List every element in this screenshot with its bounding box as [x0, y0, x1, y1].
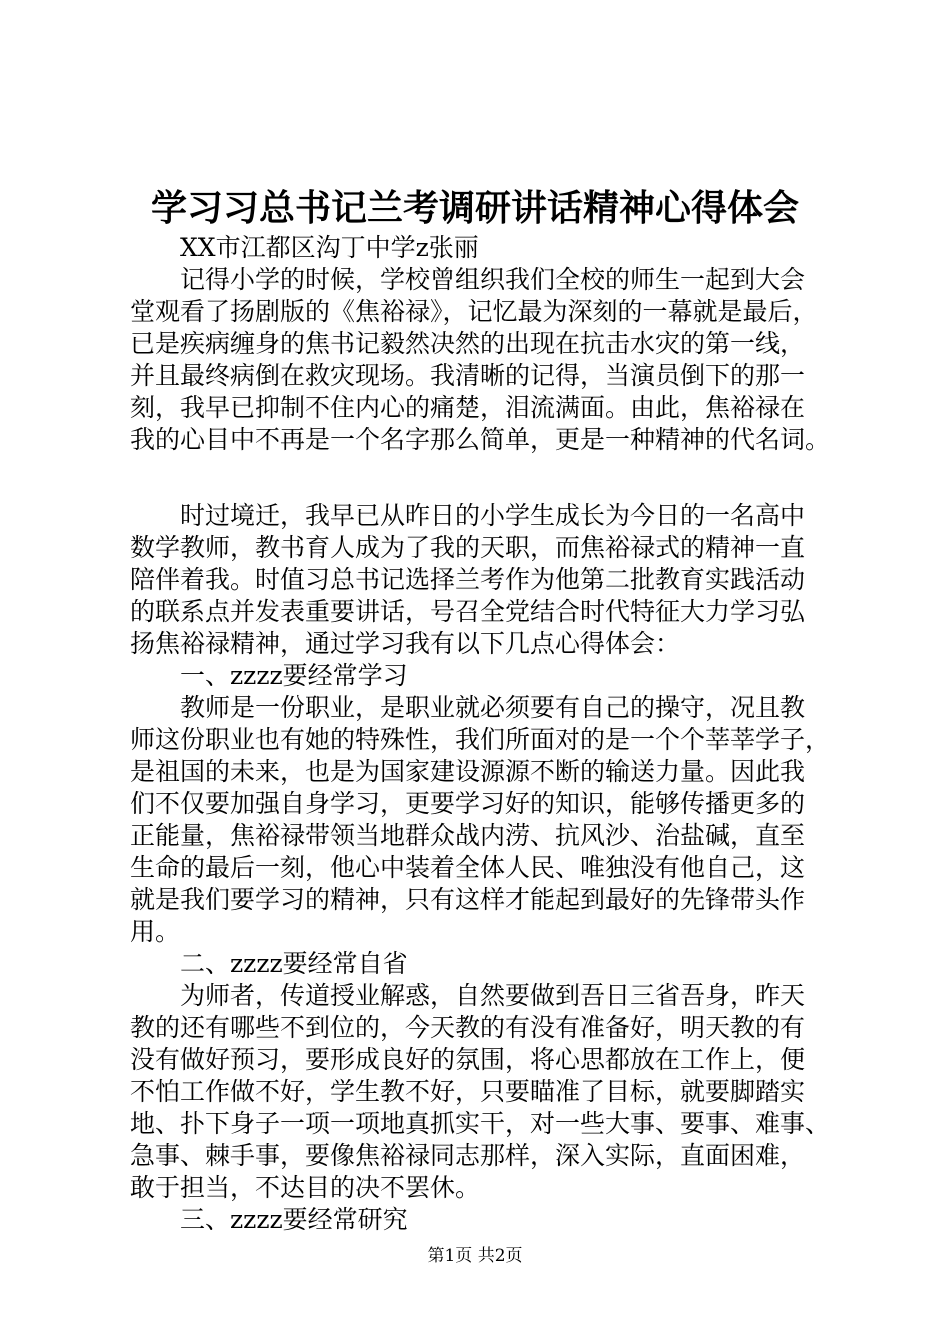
paragraph-line: 地、扑下身子一项一项地真抓实干，对一些大事、要事、难事、 — [130, 1109, 831, 1138]
paragraph-line: 陪伴着我。时值习总书记选择兰考作为他第二批教育实践活动 — [130, 565, 806, 594]
paragraph-line: 刻，我早已抑制不住内心的痛楚，泪流满面。由此，焦裕禄在 — [130, 393, 806, 422]
paragraph-gap — [130, 456, 850, 500]
author-line: XX市江都区沟丁中学z张丽 — [180, 233, 479, 262]
paragraph-line: 正能量，焦裕禄带领当地群众战内涝、抗风沙、治盐碱，直至 — [130, 821, 806, 850]
paragraph-line: 教的还有哪些不到位的，今天教的有没有准备好，明天教的有 — [130, 1013, 806, 1042]
paragraph-line: 用。 — [130, 917, 181, 946]
document-title: 学习习总书记兰考调研讲话精神心得体会 — [150, 187, 799, 229]
paragraph-line: 们不仅要加强自身学习，更要学习好的知识，能够传播更多的 — [130, 789, 806, 818]
paragraph-line: 堂观看了扬剧版的《焦裕禄》，记忆最为深刻的一幕就是最后， — [130, 297, 818, 326]
paragraph-line: 我的心目中不再是一个名字那么简单，更是一种精神的代名词。 — [130, 425, 831, 454]
paragraph-line: 生命的最后一刻，他心中装着全体人民、唯独没有他自己，这 — [130, 853, 806, 882]
paragraph-line: 急事、棘手事，要像焦裕禄同志那样，深入实际，直面困难， — [130, 1141, 806, 1170]
paragraph-line: 为师者，传道授业解惑，自然要做到吾日三省吾身，昨天 — [180, 981, 806, 1010]
paragraph-line: 时过境迁，我早已从昨日的小学生成长为今日的一名高中 — [180, 501, 806, 530]
paragraph-line: 就是我们要学习的精神，只有这样才能起到最好的先锋带头作 — [130, 885, 806, 914]
paragraph-line: 是祖国的未来，也是为国家建设源源不断的输送力量。因此我 — [130, 757, 806, 786]
paragraph-line: 数学教师，教书育人成为了我的天职，而焦裕禄式的精神一直 — [130, 533, 806, 562]
paragraph-line: 师这份职业也有她的特殊性，我们所面对的是一个个莘莘学子， — [130, 725, 831, 754]
paragraph-line: 敢于担当，不达目的决不罢休。 — [130, 1173, 481, 1202]
document-body — [130, 232, 850, 1236]
paragraph-line: 已是疾病缠身的焦书记毅然决然的出现在抗击水灾的第一线， — [130, 329, 806, 358]
page-number: 第1页 共2页 — [427, 1246, 523, 1266]
paragraph-line: 不怕工作做不好，学生教不好，只要瞄准了目标，就要脚踏实 — [130, 1077, 806, 1106]
paragraph-line: 扬焦裕禄精神，通过学习我有以下几点心得体会： — [130, 629, 681, 658]
paragraph-line: 记得小学的时候，学校曾组织我们全校的师生一起到大会 — [180, 265, 806, 294]
paragraph-line: 教师是一份职业，是职业就必须要有自己的操守，况且教 — [180, 693, 806, 722]
paragraph-line: 的联系点并发表重要讲话，号召全党结合时代特征大力学习弘 — [130, 597, 806, 626]
section-heading-2: 二、zzzz要经常自省 — [180, 949, 408, 978]
paragraph-line: 并且最终病倒在救灾现场。我清晰的记得，当演员倒下的那一 — [130, 361, 806, 390]
section-heading-3: 三、zzzz要经常研究 — [180, 1205, 408, 1234]
paragraph-line: 没有做好预习，要形成良好的氛围，将心思都放在工作上，便 — [130, 1045, 806, 1074]
section-heading-1: 一、zzzz要经常学习 — [180, 661, 408, 690]
